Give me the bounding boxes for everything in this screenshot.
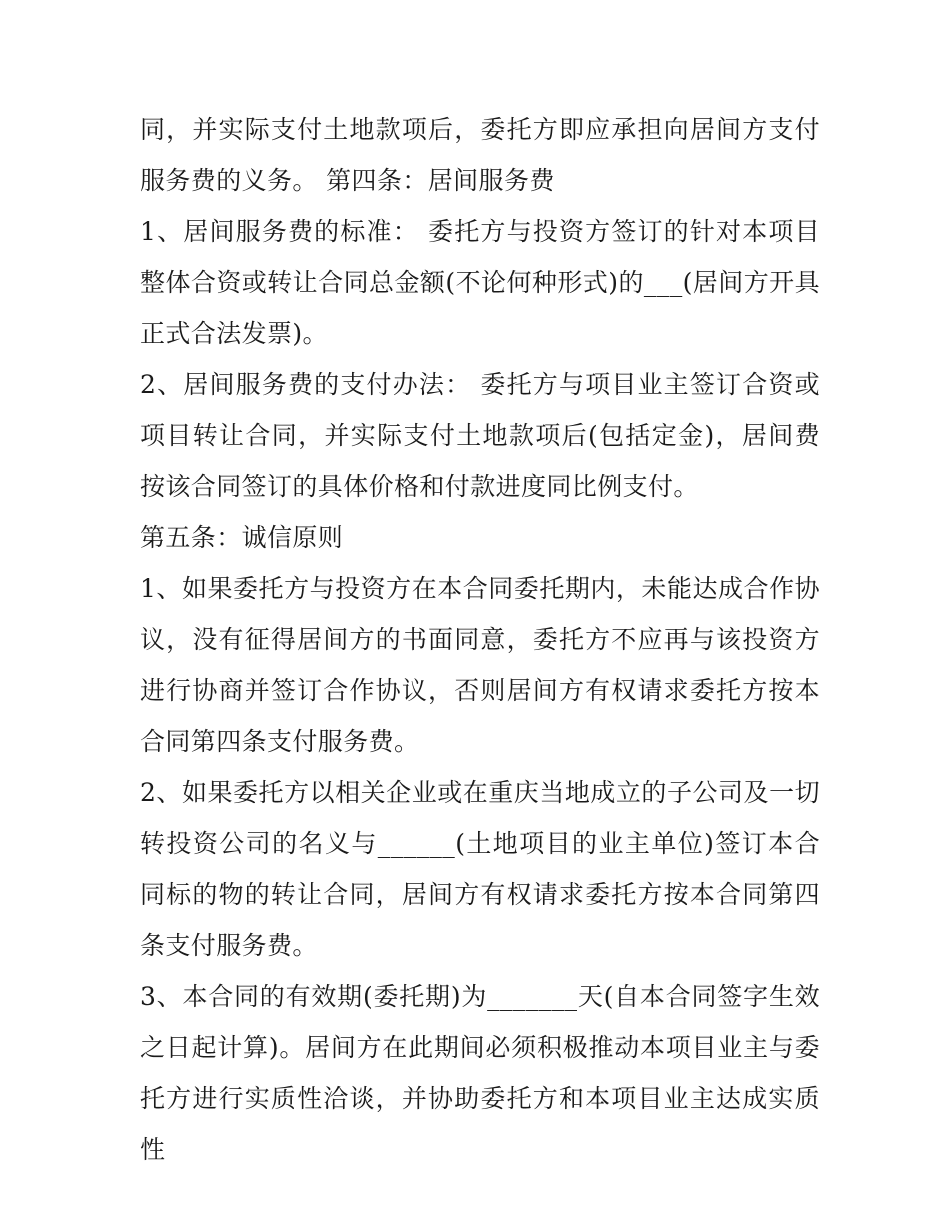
paragraph-validity-period-clause-3: 3、本合同的有效期(委托期)为_______天(自本合同签字生效之日起计算)。居间方在此期间必须积极推动本项目业主与委托方进行实质性洽谈，并协助委托方和本项目业主达成实质性 — [140, 982, 820, 1164]
paragraph-fee-standard: 1、居间服务费的标准： 委托方与投资方签订的针对本项目整体合资或转让合同总金额(不论何种形式)的___(居间方开具正式合法发票)。 — [140, 217, 820, 348]
paragraph-good-faith-clause-1: 1、如果委托方与投资方在本合同委托期内，未能达成合作协议，没有征得居间方的书面同意，委托方不应再与该投资方进行协商并签订合作协议，否则居间方有权请求委托方按本合同第四条支付服务费。 — [140, 574, 820, 756]
document-body — [140, 104, 820, 1175]
section-heading-article-five: 第五条：诚信原则 — [140, 523, 344, 552]
paragraph-good-faith-clause-2: 2、如果委托方以相关企业或在重庆当地成立的子公司及一切转投资公司的名义与______(土地项目的业主单位)签订本合同标的物的转让合同，居间方有权请求委托方按本合同第四条支付服务费。 — [140, 778, 820, 960]
paragraph-service-fee-obligation: 同，并实际支付土地款项后，委托方即应承担向居间方支付服务费的义务。 第四条：居间服务费 — [140, 115, 820, 195]
paragraph-fee-payment-method: 2、居间服务费的支付办法： 委托方与项目业主签订合资或项目转让合同，并实际支付土地款项后(包括定金)，居间费按该合同签订的具体价格和付款进度同比例支付。 — [140, 370, 820, 501]
